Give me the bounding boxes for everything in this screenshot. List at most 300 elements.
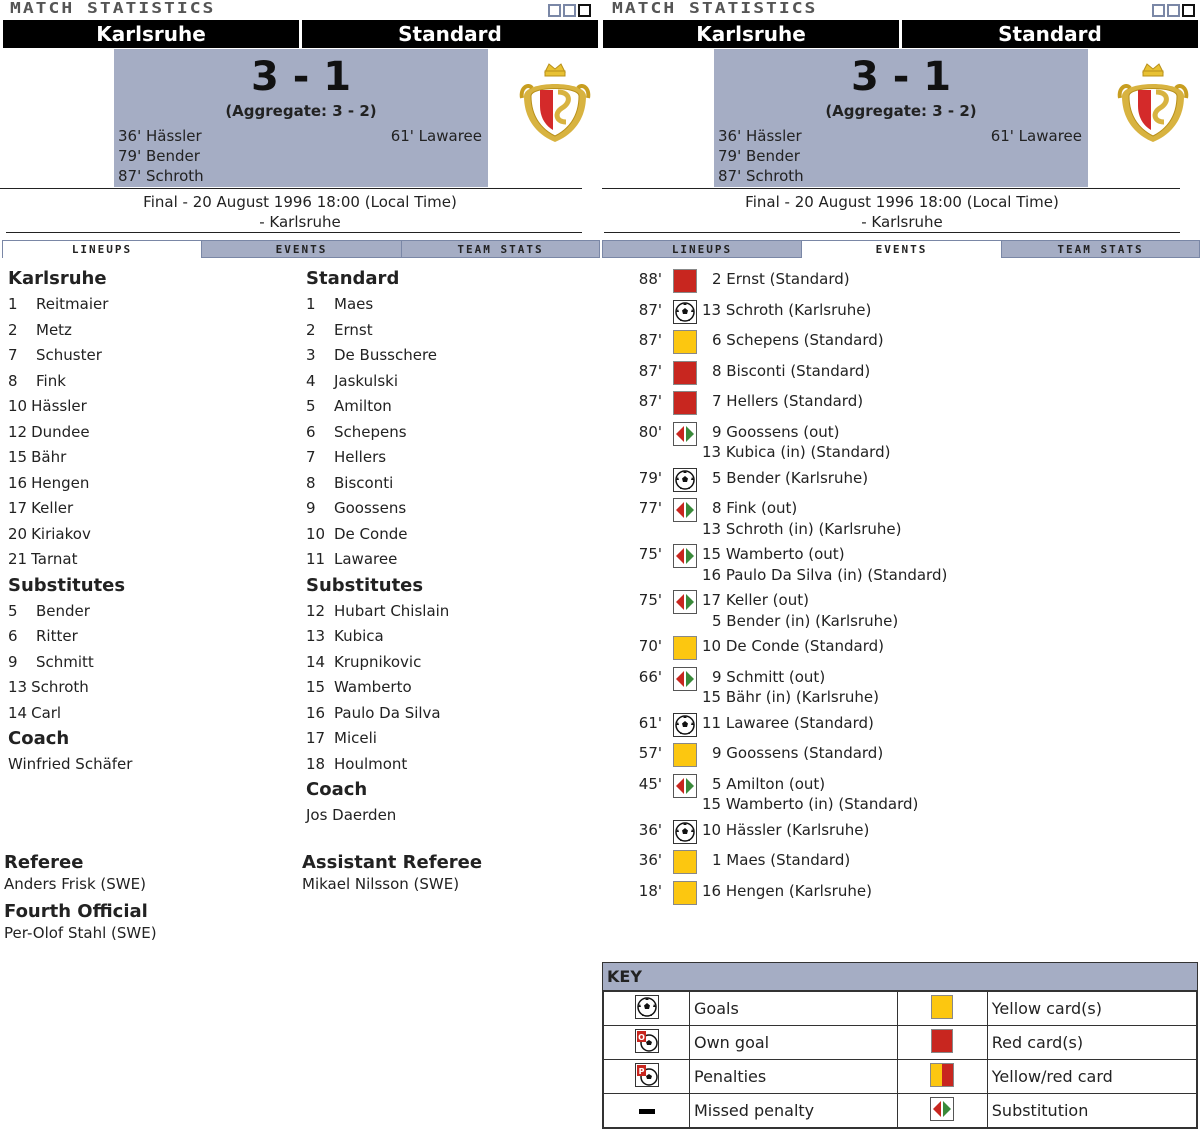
player-name: Lawaree [334,550,398,568]
event-minute: 61' [638,713,662,732]
event-line: 15 Wamberto (out) [702,545,845,563]
event-minute: 66' [638,667,662,686]
event-line: 16 Hengen (Karlsruhe) [702,881,872,900]
player-number: 6 [306,422,316,441]
fourth-official-name: Per-Olof Stahl (SWE) [4,924,157,942]
player-name: Carl [31,703,62,722]
divider [0,188,582,189]
home-subs [8,599,288,727]
event-row [624,740,1184,771]
player-name: Kubica [334,627,384,645]
events-list [624,266,1184,908]
key-own-goal-cell [604,1026,690,1060]
lineup-player [8,675,288,701]
player-name: Amilton [334,397,392,415]
event-minute: 80' [638,422,662,441]
lineup-player [306,318,596,344]
key-penalties-label: Penalties [690,1060,898,1094]
player-name: Dundee [31,422,90,441]
event-row [624,388,1184,419]
player-number: 1 [306,295,316,313]
event-row [624,327,1184,358]
final-line: Final - 20 August 1996 18:00 (Local Time) [745,193,1059,211]
lineup-player [306,547,596,573]
lineup-player [8,471,288,497]
event-row [624,465,1184,496]
club-crest-icon [1116,58,1190,144]
substitution-icon [672,773,698,799]
player-name: Miceli [334,729,377,747]
venue-line: - Karlsruhe [861,213,943,231]
away-scorers [391,126,482,146]
player-name: Jaskulski [334,371,398,390]
lineup-player [306,292,596,318]
divider [6,232,582,233]
event-minute: 87' [638,300,662,319]
goal-icon [672,819,698,845]
player-name: Maes [334,295,374,313]
player-number: 9 [8,652,18,671]
key-sub-cell [897,1094,987,1128]
lineup-player [306,675,596,701]
referee-label: Referee [4,852,84,873]
close-button[interactable] [1182,4,1195,17]
scorer: 61' Lawaree [990,127,1082,145]
lineup-player [8,547,288,573]
event-line: 2 Ernst (Standard) [712,270,850,288]
home-players [8,292,288,573]
player-number: 5 [306,397,316,415]
tab-events[interactable]: EVENTS [801,240,1002,258]
player-number: 21 [8,550,28,568]
aggregate: (Aggregate: 3 - 2) [825,102,977,120]
event-minute: 70' [638,637,662,655]
event-line: 10 De Conde (Standard) [702,637,885,655]
yellow-card-icon [672,329,698,355]
event-row [624,297,1184,328]
player-name: Keller [31,499,74,517]
player-name: Schepens [334,422,407,441]
away-coach: Jos Daerden [306,806,397,824]
event-line: 17 Keller (out) [702,591,809,609]
red-card-icon [672,360,698,386]
referee-name: Anders Frisk (SWE) [4,875,146,893]
key-yellow-red-label: Yellow/red card [987,1060,1196,1094]
lineup-player [306,369,596,395]
player-number: 7 [8,346,18,364]
event-description [702,388,863,419]
title-bar [602,0,1200,20]
player-number: 9 [306,499,316,517]
lineup-player [8,318,288,344]
player-number: 2 [8,320,18,339]
away-lineup-title: Standard [306,268,400,289]
event-row [624,266,1184,297]
svg-text:P: P [638,1066,644,1076]
player-name: Bisconti [334,473,394,492]
lineup-player [306,496,596,522]
player-number: 6 [8,627,18,645]
player-number: 14 [306,652,326,671]
tab-lineups[interactable]: LINEUPS [2,240,202,258]
home-subs-title: Substitutes [8,574,126,596]
event-row [624,419,1184,465]
player-name: Schmitt [36,652,94,671]
goal-icon [672,467,698,493]
event-minute: 88' [638,270,662,288]
missed-penalty-icon [639,1109,655,1114]
red-card-icon [672,268,698,294]
event-row [624,664,1184,710]
fourth-official-label: Fourth Official [4,901,148,922]
divider [604,232,1180,233]
lineup-player [306,650,596,676]
minimize-button[interactable] [548,4,561,17]
player-number: 17 [306,729,326,747]
event-row [624,771,1184,817]
player-name: Krupnikovic [334,652,422,671]
event-line: 10 Hässler (Karlsruhe) [702,820,870,839]
goal-icon [635,1004,659,1023]
event-minute: 79' [638,468,662,487]
match-stats-panel-events [602,0,1200,1132]
event-line: 9 Schmitt (out) [712,667,826,686]
lineup-player [8,420,288,446]
event-row [624,587,1184,633]
goal-icon [672,299,698,325]
key-goal-cell [604,992,690,1026]
event-line: 13 Schroth (in) (Karlsruhe) [702,519,902,538]
lineup-player [306,471,596,497]
event-description [702,266,850,297]
event-minute: 77' [638,499,662,517]
event-description [702,541,947,587]
player-number: 17 [8,499,28,517]
event-line: 16 Paulo Da Silva (in) (Standard) [702,565,948,584]
aggregate: (Aggregate: 3 - 2) [225,102,377,120]
lineup-player [8,701,288,727]
home-lineup [8,266,288,778]
event-description [702,817,869,848]
event-row [624,633,1184,664]
assistant-referee-name: Mikael Nilsson (SWE) [302,875,460,893]
home-coach-title: Coach [8,728,70,749]
player-name: Schuster [36,346,102,364]
event-description [702,878,872,909]
lineup-player [8,599,288,625]
event-line: 9 Goossens (out) [712,422,840,441]
player-name: Hellers [334,448,387,466]
event-minute: 36' [638,851,662,869]
yellow-card-icon [672,880,698,906]
lineup-player [306,522,596,548]
player-name: Wamberto [334,678,412,696]
key-red-cell [897,1026,987,1060]
event-minute: 18' [638,881,662,900]
event-line: 13 Schroth (Karlsruhe) [702,300,872,319]
referee-block [4,852,157,944]
lineup-player [8,369,288,395]
key-yellow-label: Yellow card(s) [987,992,1196,1026]
player-name: Metz [36,320,72,339]
event-row [624,541,1184,587]
event-line: 11 Lawaree (Standard) [702,713,874,732]
tab-team-stats[interactable]: TEAM STATS [1001,240,1200,258]
final-line: Final - 20 August 1996 18:00 (Local Time) [143,193,457,211]
red-card-icon [931,1029,953,1053]
key-yellow-cell [897,992,987,1026]
key-missed-penalty-label: Missed penalty [690,1094,898,1128]
event-row [624,878,1184,909]
lineup-player [8,496,288,522]
player-name: Bender [36,601,90,620]
player-number: 1 [8,295,18,313]
lineup-player [306,343,596,369]
player-number: 12 [306,601,326,620]
event-description [702,847,850,878]
scorer: 36' Hässler [118,127,202,145]
scorer: 79' Bender [718,147,800,165]
event-description [702,710,874,741]
away-subs-title: Substitutes [306,574,424,596]
event-row [624,847,1184,878]
key-goals-label: Goals [690,992,898,1026]
lineup-player [8,445,288,471]
home-lineup-title: Karlsruhe [8,268,107,289]
substitution-icon [672,543,698,569]
away-coach-title: Coach [306,779,368,800]
lineup-player [306,420,596,446]
player-name: Kiriakov [31,524,91,543]
away-players [306,292,596,573]
player-number: 20 [8,524,28,543]
title-bar [0,0,598,20]
event-description [702,587,898,633]
match-stats-panel-lineups [0,0,598,1132]
player-name: Schroth [31,678,89,696]
match-info [0,192,600,232]
event-description [702,358,870,389]
goal-icon [672,712,698,738]
event-minute: 75' [638,591,662,609]
player-name: De Busschere [334,346,438,364]
away-team-name: Standard [302,20,598,48]
maximize-button[interactable] [1167,4,1180,17]
event-row [624,817,1184,848]
lineup-player [306,445,596,471]
player-name: Paulo Da Silva [334,703,441,722]
match-info [602,192,1200,232]
maximize-button[interactable] [563,4,576,17]
score: 3 - 1 [250,54,352,100]
player-name: Ernst [334,320,373,339]
player-number: 7 [306,448,316,466]
player-number: 8 [8,371,18,390]
key-red-label: Red card(s) [987,1026,1196,1060]
player-number: 4 [306,371,316,390]
window-title: MATCH STATISTICS [612,0,818,18]
away-scorers [991,126,1082,146]
away-subs [306,599,596,778]
yellow-card-icon [931,995,953,1019]
player-number: 14 [8,703,28,722]
substitution-icon [672,421,698,447]
player-number: 8 [306,473,316,492]
substitution-icon [672,497,698,523]
player-number: 13 [8,678,28,696]
event-line: 15 Bähr (in) (Karlsruhe) [702,688,879,706]
player-number: 16 [8,473,28,492]
player-number: 5 [8,601,18,620]
event-minute: 87' [638,361,662,380]
key-own-goal-label: Own goal [690,1026,898,1060]
lineup-player [8,522,288,548]
event-description [702,465,868,496]
event-row [624,495,1184,541]
scorer: 36' Hässler [718,127,802,145]
tab-bar [602,240,1200,258]
event-row [624,710,1184,741]
club-crest-icon [518,58,592,144]
scorer: 87' Schroth [718,167,804,185]
player-name: Fink [36,371,66,390]
close-button[interactable] [578,4,591,17]
player-number: 10 [8,397,28,415]
key-penalty-cell [604,1060,690,1094]
home-team-name: Karlsruhe [3,20,299,48]
lineup-player [306,394,596,420]
event-line: 9 Goossens (Standard) [712,744,884,762]
venue-line: - Karlsruhe [259,213,341,231]
player-name: Bähr [31,448,67,466]
event-line: 8 Bisconti (Standard) [712,361,871,380]
player-number: 16 [306,703,326,722]
tab-lineups[interactable]: LINEUPS [602,240,802,258]
lineup-player [8,624,288,650]
lineup-player [306,624,596,650]
key-legend [602,962,1198,1129]
event-line: 5 Amilton (out) [712,774,826,793]
yellow-card-icon [672,849,698,875]
scorer: 61' Lawaree [390,127,482,145]
substitution-icon [672,589,698,615]
assistant-referee-label: Assistant Referee [302,852,483,873]
key-title: KEY [603,963,1197,991]
yellow-card-icon [672,635,698,661]
key-missed-penalty-cell [604,1094,690,1128]
window-title: MATCH STATISTICS [10,0,216,18]
home-team-name: Karlsruhe [603,20,899,48]
player-name: Hubart Chislain [334,601,450,620]
window-controls [546,2,596,16]
player-number: 13 [306,627,326,645]
lineup-player [8,343,288,369]
event-description [702,419,890,465]
event-minute: 57' [638,744,662,762]
teams-header [3,20,598,48]
tab-bar [2,240,600,258]
event-line: 7 Hellers (Standard) [712,392,864,410]
lineup-player [306,701,596,727]
player-number: 10 [306,524,326,543]
lineup-player [8,650,288,676]
key-table [603,991,1197,1128]
score-box [114,49,488,187]
away-team-name: Standard [902,20,1198,48]
player-number: 18 [306,754,326,773]
away-lineup [306,266,596,829]
teams-header [603,20,1198,48]
player-number: 11 [306,550,326,568]
player-name: Ritter [36,627,78,645]
player-number: 2 [306,320,316,339]
event-minute: 87' [638,331,662,349]
lineup-player [8,394,288,420]
lineup-player [306,752,596,778]
event-line: 5 Bender (in) (Karlsruhe) [712,611,899,630]
event-line: 1 Maes (Standard) [712,851,851,869]
lineup-player [306,599,596,625]
player-name: Tarnat [31,550,78,568]
substitution-icon [930,1106,954,1125]
event-line: 13 Kubica (in) (Standard) [702,443,891,461]
assistant-referee-block [302,852,482,895]
event-line: 15 Wamberto (in) (Standard) [702,795,919,813]
event-minute: 87' [638,392,662,410]
lineup-player [306,726,596,752]
home-coach: Winfried Schäfer [8,755,133,773]
event-minute: 36' [638,820,662,839]
player-number: 12 [8,422,28,441]
player-name: Hässler [31,397,87,415]
event-row [624,358,1184,389]
event-description [702,633,884,664]
player-name: De Conde [334,524,408,543]
yellow-red-card-icon [930,1063,954,1087]
score-box [714,49,1088,187]
red-card-icon [672,390,698,416]
tab-events[interactable]: EVENTS [201,240,402,258]
player-name: Goossens [334,499,407,517]
yellow-card-icon [672,742,698,768]
player-number: 15 [306,678,326,696]
penalty-icon [635,1066,659,1091]
player-name: Hengen [31,473,90,492]
key-substitution-label: Substitution [987,1094,1196,1128]
window-controls [1150,2,1200,16]
score: 3 - 1 [850,54,952,100]
event-description [702,771,918,817]
player-number: 15 [8,448,28,466]
event-description [702,297,871,328]
minimize-button[interactable] [1152,4,1165,17]
event-description [702,327,884,358]
own-goal-icon [635,1032,659,1057]
tab-team-stats[interactable]: TEAM STATS [401,240,600,258]
event-line: 5 Bender (Karlsruhe) [712,468,869,487]
player-number: 3 [306,346,316,364]
lineup-player [8,292,288,318]
key-yellow-red-cell [897,1060,987,1094]
event-minute: 75' [638,545,662,563]
event-line: 6 Schepens (Standard) [712,331,884,349]
scorer: 87' Schroth [118,167,204,185]
event-minute: 45' [638,774,662,793]
scorer: 79' Bender [118,147,200,165]
event-description [702,740,883,771]
divider [602,188,1180,189]
player-name: Houlmont [334,754,408,773]
